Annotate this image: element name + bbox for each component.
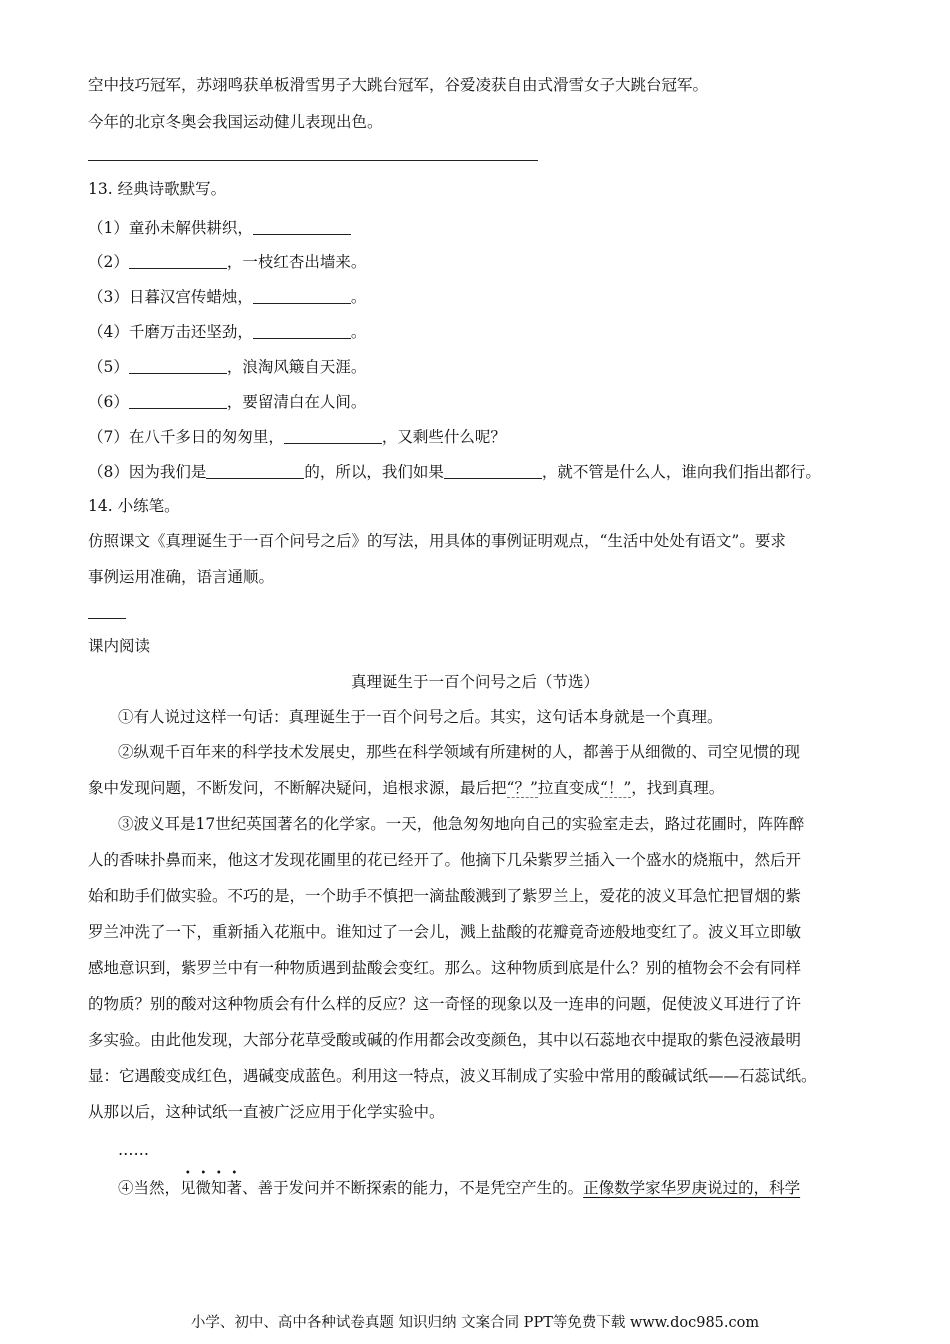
q13-item-6: （6） ，要留清白在人间。 [88,393,367,411]
text-line: 仿照课文《真理诞生于一百个问号之后》的写法，用具体的事例证明观点，“生活中处处有语文”。要求 [88,532,786,550]
fill-blank[interactable] [253,219,351,235]
fill-blank[interactable] [444,463,542,479]
emphasis-char: 微 [195,1179,212,1197]
paragraph-4-line: ④当然，见微知著、善于发问并不断探索的能力，不是凭空产生的。正像数学家华罗庚说过的，科学 [118,1179,801,1197]
fill-blank[interactable] [206,463,304,479]
q13-item-2: （2） ，一枝红杏出墙来。 [88,253,367,271]
fill-blank[interactable] [129,358,227,374]
answer-line [88,618,126,619]
text-line: 空中技巧冠军，苏翊鸣获单板滑雪男子大跳台冠军，谷爱凌获自由式滑雪女子大跳台冠军。 [88,76,709,94]
paragraph-2-line: ②纵观千百年来的科学技术发展史，那些在科学领域有所建树的人，都善于从细微的、司空见惯的现 [118,743,801,761]
footer-text: 小学、初中、高中各种试卷真题 知识归纳 文案合同 PPT等免费下载 www.doc985.com [190,1315,760,1331]
ellipsis: …… [118,1141,149,1159]
q13-item-7: （7）在八千多日的匆匆里， ，又剩些什么呢？ [88,428,506,446]
paragraph-3-line: 始和助手们做实验。不巧的是，一个助手不慎把一滴盐酸溅到了紫罗兰上，爱花的波义耳急忙把冒烟的紫 [88,887,802,905]
question-13-title: 13. 经典诗歌默写。 [88,180,227,198]
fill-blank[interactable] [129,253,227,269]
fill-blank[interactable] [284,428,382,444]
q13-item-4: （4）千磨万击还坚劲， 。 [88,323,367,341]
reading-title: 真理诞生于一百个问号之后（节选） [350,673,599,691]
fill-blank[interactable] [253,323,351,339]
underlined-sentence: 正像数学家华罗庚说过的，科学 [583,1179,801,1197]
q13-item-3: （3）日暮汉宫传蜡烛， 。 [88,288,367,306]
paragraph-1: ①有人说过这样一句话：真理诞生于一百个问号之后。其实，这句话本身就是一个真理。 [118,708,723,726]
paragraph-3-line: 人的香味扑鼻而来，他这才发现花圃里的花已经开了。他摘下几朵紫罗兰插入一个盛水的烧瓶中，然后开 [88,851,802,869]
answer-line [88,160,538,161]
q13-item-1: （1）童孙未解供耕织， [88,219,351,237]
text-line: 今年的北京冬奥会我国运动健儿表现出色。 [88,113,383,131]
paragraph-3-line: 罗兰冲洗了一下，重新插入花瓶中。谁知过了一会儿，溅上盐酸的花瓣竟奇迹般地变红了。波义耳立即敏 [88,923,802,941]
emphasis-char: 见 [180,1179,196,1197]
paragraph-2-line: 象中发现问题，不断发问，不断解决疑问，追根求源，最后把“？”拉直变成“！”，找到真理。 [88,779,725,797]
paragraph-3-line: 显：它遇酸变成红色，遇碱变成蓝色。利用这一特点，波义耳制成了实验中常用的酸碱试纸——石蕊试纸。 [88,1067,817,1085]
emphasis-char: 著 [226,1179,243,1197]
section-heading: 课内阅读 [88,637,151,655]
paragraph-3-line: 的物质？别的酸对这种物质会有什么样的反应？这一奇怪的现象以及一连串的问题，促使波义耳进行了许 [88,995,802,1013]
q13-item-5: （5） ，浪淘风簸自天涯。 [88,358,367,376]
q13-item-8: （8）因为我们是 的，所以，我们如果 ，就不管是什么人，谁向我们指出都行。 [88,463,821,481]
question-14-title: 14. 小练笔。 [88,497,180,515]
paragraph-3-line: 从那以后，这种试纸一直被广泛应用于化学实验中。 [88,1103,445,1121]
fill-blank[interactable] [253,288,351,304]
emphasis-char: 知 [211,1179,227,1197]
fill-blank[interactable] [129,393,227,409]
paragraph-3-line: 感地意识到，紫罗兰中有一种物质遇到盐酸会变红。那么。这种物质到底是什么？别的植物会不会有同样 [88,959,802,977]
text-line: 事例运用准确，语言通顺。 [88,568,275,586]
paragraph-3-line: ③波义耳是17世纪英国著名的化学家。一天，他急匆匆地向自己的实验室走去，路过花圃时，阵阵醉 [118,815,805,833]
paragraph-3-line: 多实验。由此他发现，大部分花草受酸或碱的作用都会改变颜色，其中以石蕊地衣中提取的紫色浸液最明 [88,1031,802,1049]
